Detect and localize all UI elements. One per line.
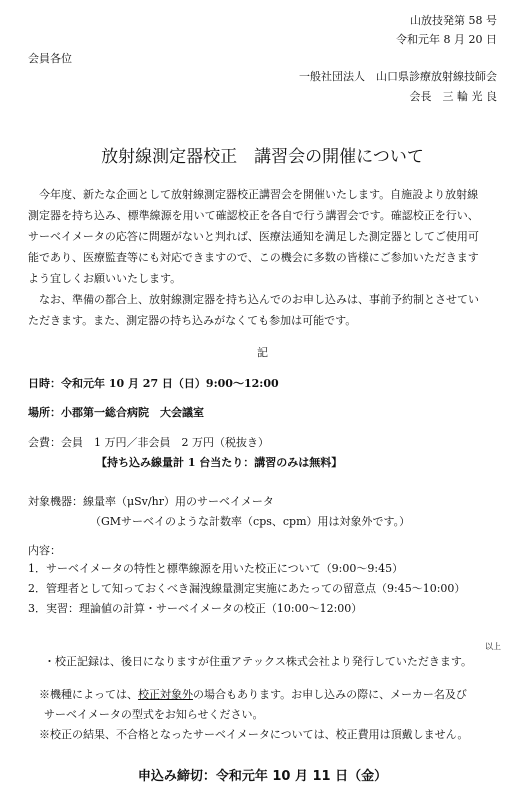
content-item-3: 3．実習：理論値の計算・サーベイメータの校正（10:00～12:00） (28, 602, 363, 615)
paragraph-line: 測定器を持ち込み、標準線源を用いて確認校正を各自で行う講習会です。確認校正を行い、 (28, 209, 479, 222)
event-place: 場所：小郡第一総合病院 大会議室 (28, 406, 204, 419)
model-note-prefix: ※機種によっては、 (28, 688, 138, 701)
target-equipment: 対象機器：線量率（μSv/hr）用のサーベイメータ (28, 495, 274, 508)
event-datetime: 日時：令和元年 10 月 27 日（日）9:00～12:00 (28, 377, 279, 390)
paragraph-line: ただきます。また、測定器の持ち込みがなくても参加は可能です。 (28, 314, 357, 327)
document-title: 放射線測定器校正 講習会の開催について (101, 147, 424, 167)
ki-heading: 記 (257, 346, 268, 359)
paragraph-line: サーベイメータの応答に問題がないと判れば、医療法通知を満足した測定器としてご使用可 (28, 230, 479, 243)
model-note-suffix: の場合もあります。お申し込みの際に、メーカー名及び (193, 688, 467, 701)
result-note: ※校正の結果、不合格となったサーベイメータについては、校正費用は頂戴しません。 (28, 728, 469, 741)
document-number: 山放技発第 58 号 (410, 14, 497, 27)
paragraph-line: 能であり、医療監査等にも対応できますので、この機会に多数の皆様にご参加いただきます (28, 251, 479, 264)
organization-name: 一般社団法人 山口県診療放射線技師会 (299, 70, 497, 83)
application-deadline: 申込み締切：令和元年 10 月 11 日（金） (137, 769, 388, 784)
content-label: 内容： (28, 544, 61, 557)
model-note-underlined: 校正対象外 (138, 688, 193, 701)
record-note: ・校正記録は、後日になりますが住重アテックス株式会社より発行していただきます。 (44, 655, 473, 668)
model-note-line2: サーベイメータの型式をお知らせください。 (44, 708, 264, 721)
event-fee: 会費：会員 1 万円／非会員 2 万円（税抜き） (28, 436, 269, 449)
model-note (28, 688, 467, 702)
paragraph-line: よう宜しくお願いいたします。 (28, 272, 182, 285)
equipment-note: （GMサーベイのような計数率（cps、cpm）用は対象外です。） (90, 515, 411, 528)
fee-note: 【持ち込み線量計 1 台当たり：講習のみは無料】 (96, 456, 343, 469)
paragraph-line: なお、準備の都合上、放射線測定器を持ち込んでのお申し込みは、事前予約制とさせてい (28, 293, 479, 306)
end-mark: 以上 (485, 642, 501, 651)
president-name: 会長 三 輪 光 良 (409, 90, 497, 103)
paragraph-line: 今年度、新たな企画として放射線測定器校正講習会を開催いたします。自施設より放射線 (28, 188, 479, 201)
content-item-1: 1．サーベイメータの特性と標準線源を用いた校正について（9:00～9:45） (28, 562, 404, 575)
intro-paragraph (28, 184, 498, 331)
recipient: 会員各位 (28, 52, 72, 65)
content-item-2: 2．管理者として知っておくべき漏洩線量測定実施にあたっての留意点（9:45～10:00） (28, 582, 466, 595)
issue-date: 令和元年 8 月 20 日 (396, 33, 497, 46)
